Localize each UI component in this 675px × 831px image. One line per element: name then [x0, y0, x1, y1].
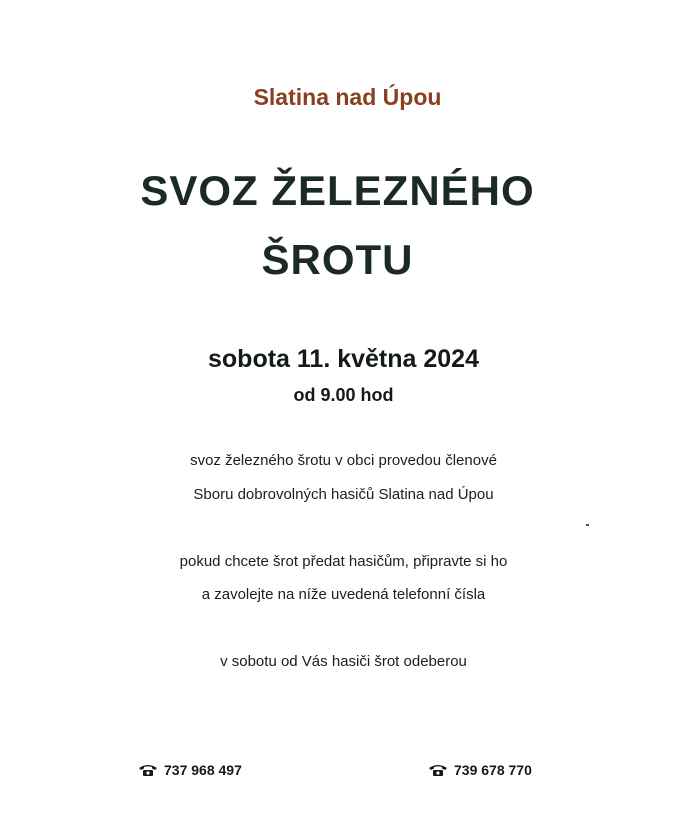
info-paragraph-3: v sobotu od Vás hasiči šrot odeberou — [220, 653, 467, 670]
contact-phone-number-2: 739 678 770 — [454, 762, 532, 778]
telephone-icon — [138, 763, 158, 777]
info-paragraph-1-line-1: svoz železného šrotu v obci provedou členové — [190, 452, 497, 469]
contact-phone-1 — [138, 762, 242, 778]
contact-phone-2 — [428, 762, 532, 778]
headline-line-2: ŠROTU — [261, 236, 414, 283]
scan-speck — [586, 524, 589, 526]
info-paragraph-2-line-2: a zavolejte na níže uvedená telefonní čísla — [201, 586, 486, 603]
headline-line-1: SVOZ ŽELEZNÉHO — [140, 167, 535, 214]
telephone-icon — [428, 763, 448, 777]
info-paragraph-1-line-2: Sboru dobrovolných hasičů Slatina nad Úpou — [193, 486, 494, 503]
info-paragraph-2-line-1: pokud chcete šrot předat hasičům, připravte si ho — [179, 553, 508, 570]
contact-phone-number-1: 737 968 497 — [164, 762, 242, 778]
event-time: od 9.00 hod — [293, 385, 394, 405]
town-name: Slatina nad Úpou — [253, 84, 442, 110]
event-date: sobota 11. května 2024 — [208, 345, 479, 373]
